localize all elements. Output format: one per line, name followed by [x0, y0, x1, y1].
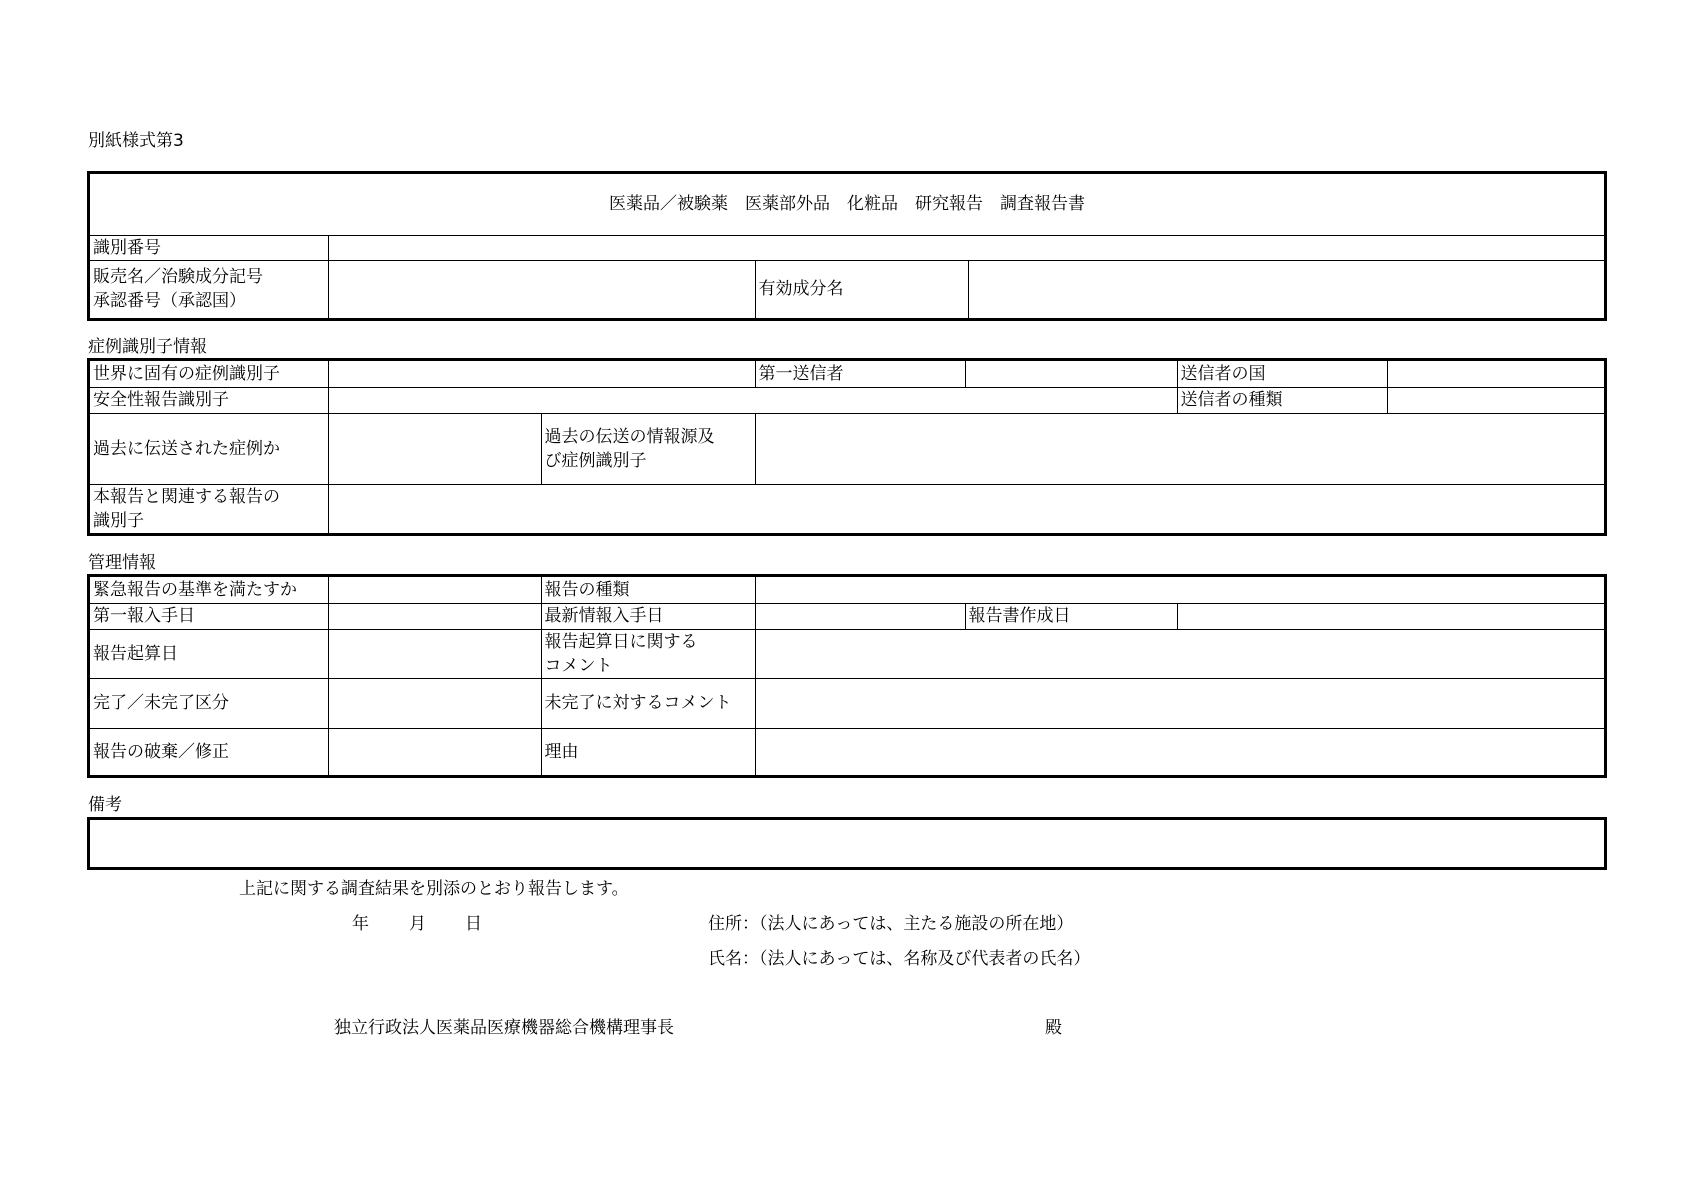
completion-label: 完了／未完了区分 [90, 678, 328, 728]
honorific: 殿 [1045, 1018, 1062, 1038]
sales-name-field[interactable] [328, 260, 755, 318]
remarks-heading: 備考 [88, 795, 122, 815]
first-received-field[interactable] [328, 603, 541, 629]
report-start-comment-label: 報告起算日に関する コメント [541, 629, 755, 678]
sender-type-label: 送信者の種類 [1177, 387, 1387, 413]
previously-transmitted-label: 過去に伝送された症例か [90, 413, 328, 484]
expedited-criteria-field[interactable] [328, 577, 541, 603]
latest-info-field[interactable] [755, 603, 965, 629]
global-case-id-field[interactable] [328, 361, 755, 387]
header-box [87, 171, 1607, 321]
related-report-field[interactable] [328, 484, 1604, 533]
latest-info-label: 最新情報入手日 [541, 603, 755, 629]
incomplete-comment-label: 未完了に対するコメント [541, 678, 755, 728]
active-ingredient-field[interactable] [968, 260, 1604, 318]
global-case-id-label: 世界に固有の症例識別子 [90, 361, 328, 387]
month-label: 月 [409, 914, 426, 934]
sender-country-field[interactable] [1387, 361, 1604, 387]
admin-info-box [87, 574, 1607, 778]
report-start-label: 報告起算日 [90, 629, 328, 678]
report-created-field[interactable] [1177, 603, 1604, 629]
previous-source-field[interactable] [755, 413, 1604, 484]
sales-name-label: 販売名／治験成分記号 承認番号（承認国） [90, 260, 328, 318]
reason-field[interactable] [755, 728, 1604, 775]
year-label: 年 [352, 914, 369, 934]
reason-label: 理由 [541, 728, 755, 775]
safety-report-id-label: 安全性報告識別子 [90, 387, 328, 413]
nullification-label: 報告の破棄／修正 [90, 728, 328, 775]
name-label: 氏名：（法人にあっては、名称及び代表者の氏名） [708, 949, 1091, 969]
day-label: 日 [465, 914, 482, 934]
first-received-label: 第一報入手日 [90, 603, 328, 629]
safety-report-id-field[interactable] [328, 387, 1177, 413]
admin-section-heading: 管理情報 [88, 553, 156, 573]
case-identifier-box [87, 358, 1607, 536]
form-title: 医薬品／被験薬 医薬部外品 化粧品 研究報告 調査報告書 [90, 174, 1604, 235]
nullification-field[interactable] [328, 728, 541, 775]
expedited-criteria-label: 緊急報告の基準を満たすか [90, 577, 328, 603]
report-created-label: 報告書作成日 [965, 603, 1177, 629]
previous-source-label: 過去の伝送の情報源及 び症例識別子 [541, 413, 755, 484]
address-label: 住所：（法人にあっては、主たる施設の所在地） [708, 914, 1074, 934]
addressee: 独立行政法人医薬品医療機器総合機構理事長 [334, 1018, 674, 1038]
completion-field[interactable] [328, 678, 541, 728]
id-number-field[interactable] [328, 235, 1604, 260]
report-type-field[interactable] [755, 577, 1604, 603]
report-start-field[interactable] [328, 629, 541, 678]
sender-type-field[interactable] [1387, 387, 1604, 413]
sender-country-label: 送信者の国 [1177, 361, 1387, 387]
remarks-box[interactable] [87, 817, 1607, 870]
form-id: 別紙様式第3 [88, 131, 184, 151]
case-section-heading: 症例識別子情報 [88, 337, 207, 357]
id-number-label: 識別番号 [90, 235, 328, 260]
incomplete-comment-field[interactable] [755, 678, 1604, 728]
first-sender-field[interactable] [965, 361, 1177, 387]
report-start-comment-field[interactable] [755, 629, 1604, 678]
report-type-label: 報告の種類 [541, 577, 755, 603]
report-statement: 上記に関する調査結果を別添のとおり報告します。 [239, 879, 629, 899]
active-ingredient-label: 有効成分名 [755, 260, 968, 318]
first-sender-label: 第一送信者 [755, 361, 965, 387]
previously-transmitted-field[interactable] [328, 413, 541, 484]
related-report-label: 本報告と関連する報告の 識別子 [90, 484, 328, 533]
